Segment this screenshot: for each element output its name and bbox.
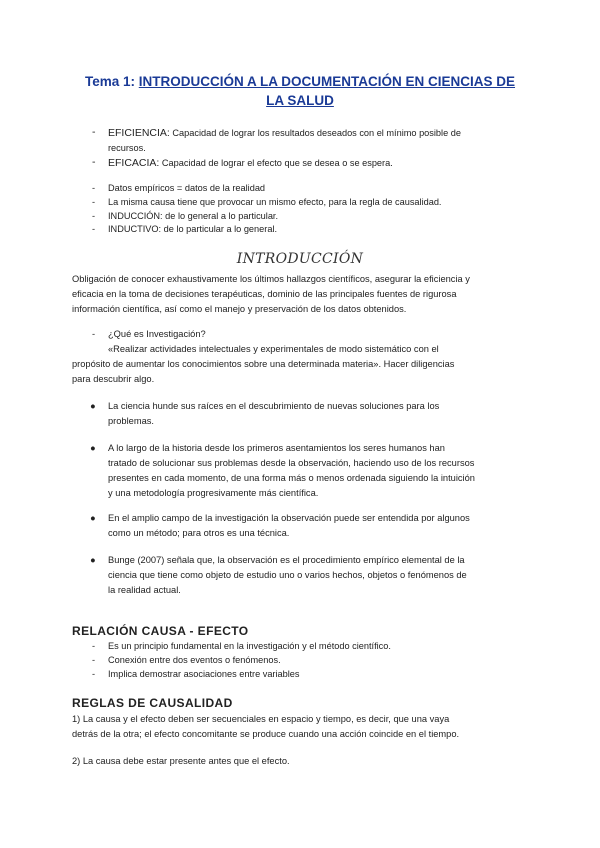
bullet-line: la realidad actual. <box>108 585 181 595</box>
note-item <box>92 223 532 237</box>
rule-line: 1) La causa y el efecto deben ser secuenciales en espacio y tiempo, es decir, que una vaya <box>72 714 450 724</box>
dash-marker: - <box>92 196 96 207</box>
dash-marker: - <box>92 668 96 679</box>
answer-line: para descubrir algo. <box>72 374 155 384</box>
answer-line: «Realizar actividades intelectuales y experimentales de modo sistemático con el <box>108 344 439 354</box>
definition-desc: Capacidad de lograr los resultados deseados con el mínimo posible de <box>169 128 461 138</box>
intro-line: información científica, así como el manejo y preservación de los datos obtenidos. <box>72 304 407 314</box>
causa-efecto-heading: RELACIÓN CAUSA - EFECTO <box>72 624 249 638</box>
causa-efecto-text: Es un principio fundamental en la investigación y el método científico. <box>108 641 391 651</box>
intro-line: eficacia en la toma de decisiones terapéuticas, dominio de las principales fuentes de rigurosa <box>72 289 457 299</box>
note-item <box>92 196 532 210</box>
note-text: La misma causa tiene que provocar un mismo efecto, para la regla de causalidad. <box>108 196 442 207</box>
page-title <box>70 72 530 110</box>
causa-efecto-text: Implica demostrar asociaciones entre variables <box>108 668 300 679</box>
bullet-dot: ● <box>90 513 96 523</box>
bullet-line: En el amplio campo de la investigación la observación puede ser entendida por algunos <box>108 513 470 523</box>
rule-1 <box>72 712 542 742</box>
causa-efecto-list <box>92 640 532 681</box>
bullet-dot: ● <box>90 443 96 453</box>
note-text: Datos empíricos = datos de la realidad <box>108 183 266 193</box>
bullet-line: Bunge (2007) señala que, la observación es el procedimiento empírico elemental de la <box>108 555 465 565</box>
causa-efecto-item <box>92 654 532 668</box>
dash-marker: - <box>92 183 96 193</box>
definition-desc: Capacidad de lograr el efecto que se desea o se espera. <box>159 158 393 168</box>
investigation-answer <box>72 342 542 387</box>
bullet-line: problemas. <box>108 416 154 426</box>
note-text: INDUCCIÓN: de lo general a lo particular. <box>108 210 279 221</box>
rule-2 <box>72 754 542 769</box>
note-item <box>92 210 532 224</box>
reglas-heading: REGLAS DE CAUSALIDAD <box>72 696 233 710</box>
dash-marker: - <box>92 641 96 651</box>
causa-efecto-item <box>92 640 532 654</box>
bullet-line: La ciencia hunde sus raíces en el descubrimiento de nuevas soluciones para los <box>108 401 440 411</box>
title-line-1: INTRODUCCIÓN A LA DOCUMENTACIÓN EN CIENCIAS DE <box>138 74 516 89</box>
notes-list <box>92 182 532 237</box>
intro-paragraph <box>72 272 542 317</box>
dash-marker: - <box>92 654 96 665</box>
definition-item <box>92 155 532 171</box>
intro-heading: INTRODUCCIÓN <box>236 251 364 267</box>
definition-term: EFICIENCIA: <box>108 127 170 139</box>
dash-marker: - <box>92 224 96 235</box>
definition-desc-cont: recursos. <box>108 143 146 153</box>
definition-item <box>92 125 532 155</box>
question-text: ¿Qué es Investigación? <box>108 329 206 339</box>
note-item <box>92 182 532 196</box>
bullet-line: como un método; para otros es una técnica. <box>108 528 290 538</box>
bullet-line: y una metodología progresivamente más científica. <box>108 488 319 498</box>
bullet-line: presentes en cada momento, de una forma más o menos ordenada siguiendo la intuición <box>108 473 475 483</box>
note-text: INDUCTIVO: de lo particular a lo general. <box>108 224 278 235</box>
dash-marker: - <box>92 210 96 221</box>
definition-term: EFICACIA: <box>108 157 160 169</box>
dash-marker: - <box>92 126 96 138</box>
causa-efecto-item <box>92 668 532 682</box>
dash-marker: - <box>92 156 96 168</box>
bullet-dot: ● <box>90 555 96 565</box>
definitions-list <box>92 125 532 171</box>
title-line-2: LA SALUD <box>266 93 334 108</box>
bullet-dot: ● <box>90 401 96 411</box>
title-prefix: Tema 1: <box>84 74 139 89</box>
bullet-line: tratado de solucionar sus problemas desde la observación, haciendo uso de los recursos <box>108 458 475 468</box>
rule-line: 2) La causa debe estar presente antes que el efecto. <box>72 756 290 766</box>
intro-line: Obligación de conocer exhaustivamente los últimos hallazgos científicos, asegurar la eficiencia y <box>72 274 470 284</box>
dash-marker: - <box>92 329 96 339</box>
bullet-line: A lo largo de la historia desde los primeros asentamientos los seres humanos han <box>108 443 445 453</box>
causa-efecto-text: Conexión entre dos eventos o fenómenos. <box>108 654 281 665</box>
bullet-line: ciencia que tiene como objeto de estudio uno o varios hechos, objetos o fenómenos de <box>108 570 467 580</box>
rule-line: detrás de la otra; el efecto concomitante se produce cuando una acción coincide en el tiempo. <box>72 729 460 739</box>
answer-line: propósito de aumentar los conocimientos sobre una determinada materia». Hacer diligencias <box>72 359 455 369</box>
